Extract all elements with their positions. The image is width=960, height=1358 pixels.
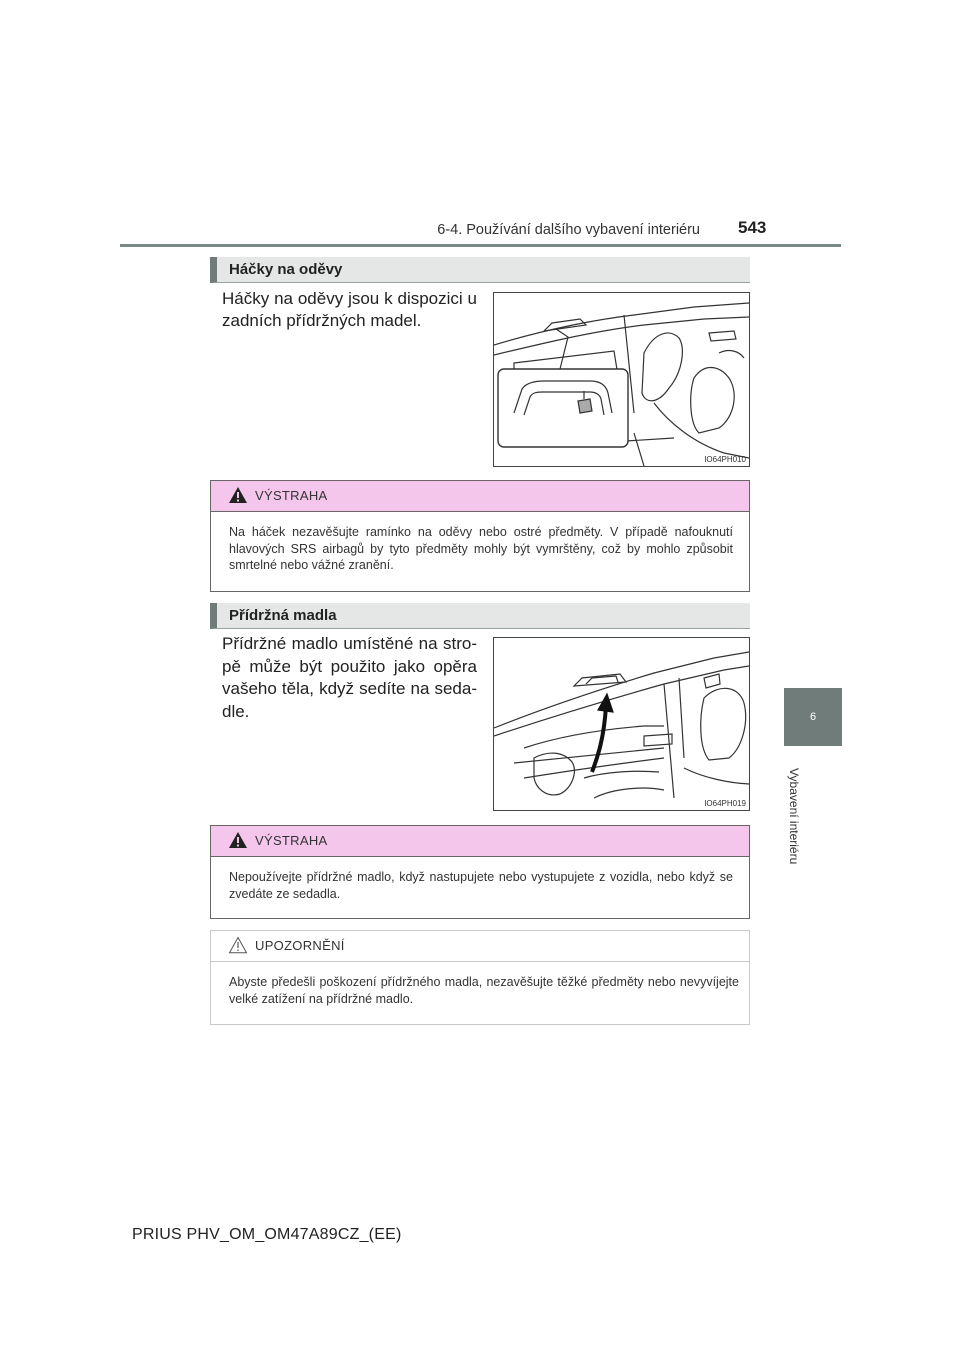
section-body-text: Háčky na oděvy jsou k dispozici u zadních přídržných madel. (222, 289, 477, 330)
notice-box-assist-grip (210, 930, 750, 1025)
chapter-title: Vybavení interiéru (787, 767, 801, 865)
section-header-clothes-hooks (210, 257, 750, 283)
warning-header (211, 826, 749, 857)
header-divider (120, 244, 841, 247)
warning-label: VÝSTRAHA (255, 833, 328, 848)
section-body-text: Přídržné madlo umístěné na stro-pě může být použito jako opěra vašeho těla, když sedíte na seda-dle. (222, 634, 477, 721)
warning-box-clothes-hook (210, 480, 750, 592)
warning-label: VÝSTRAHA (255, 488, 328, 503)
document-code: PRIUS PHV_OM_OM47A89CZ_(EE) (132, 1226, 402, 1243)
notice-header (211, 931, 749, 962)
illustration-clothes-hook (493, 292, 750, 467)
chapter-title-vertical (783, 760, 805, 872)
notice-text: Abyste předešli poškození přídržného madla, nezavěšujte těžké předměty nebo nevyvíjejte velké zatížení na přídržné madlo. (229, 975, 739, 1006)
warning-text: Nepoužívejte přídržné madlo, když nastupujete nebo vystupujete z vozidla, nebo když se zvedáte ze sedadla. (229, 870, 733, 901)
chapter-number: 6 (809, 711, 817, 723)
section-title: Háčky na oděvy (229, 261, 343, 278)
warning-triangle-filled-icon (228, 831, 248, 849)
warning-text: Na háček nezavěšujte ramínko na oděvy nebo ostré předměty. V případě nafouknutí hlavových SRS airbagů by tyto předměty mohly být vymrštěny, což by mohlo způsobit smrtelné nebo vážné zranění. (229, 525, 733, 572)
section-title: Přídržná madla (229, 607, 337, 624)
figure-code: IO64PH019 (704, 799, 746, 808)
running-header-section-title: 6-4. Používání dalšího vybavení interiéru (437, 222, 700, 238)
warning-header (211, 481, 749, 512)
notice-label: UPOZORNĚNÍ (255, 938, 345, 953)
warning-triangle-outline-icon (228, 936, 248, 954)
page-number: 543 (738, 218, 767, 237)
section-header-assist-grips (210, 603, 750, 629)
figure-code: IO64PH010 (704, 455, 746, 464)
warning-triangle-filled-icon (228, 486, 248, 504)
warning-box-assist-grip (210, 825, 750, 919)
illustration-assist-grip (493, 637, 750, 811)
chapter-tab (784, 688, 842, 746)
